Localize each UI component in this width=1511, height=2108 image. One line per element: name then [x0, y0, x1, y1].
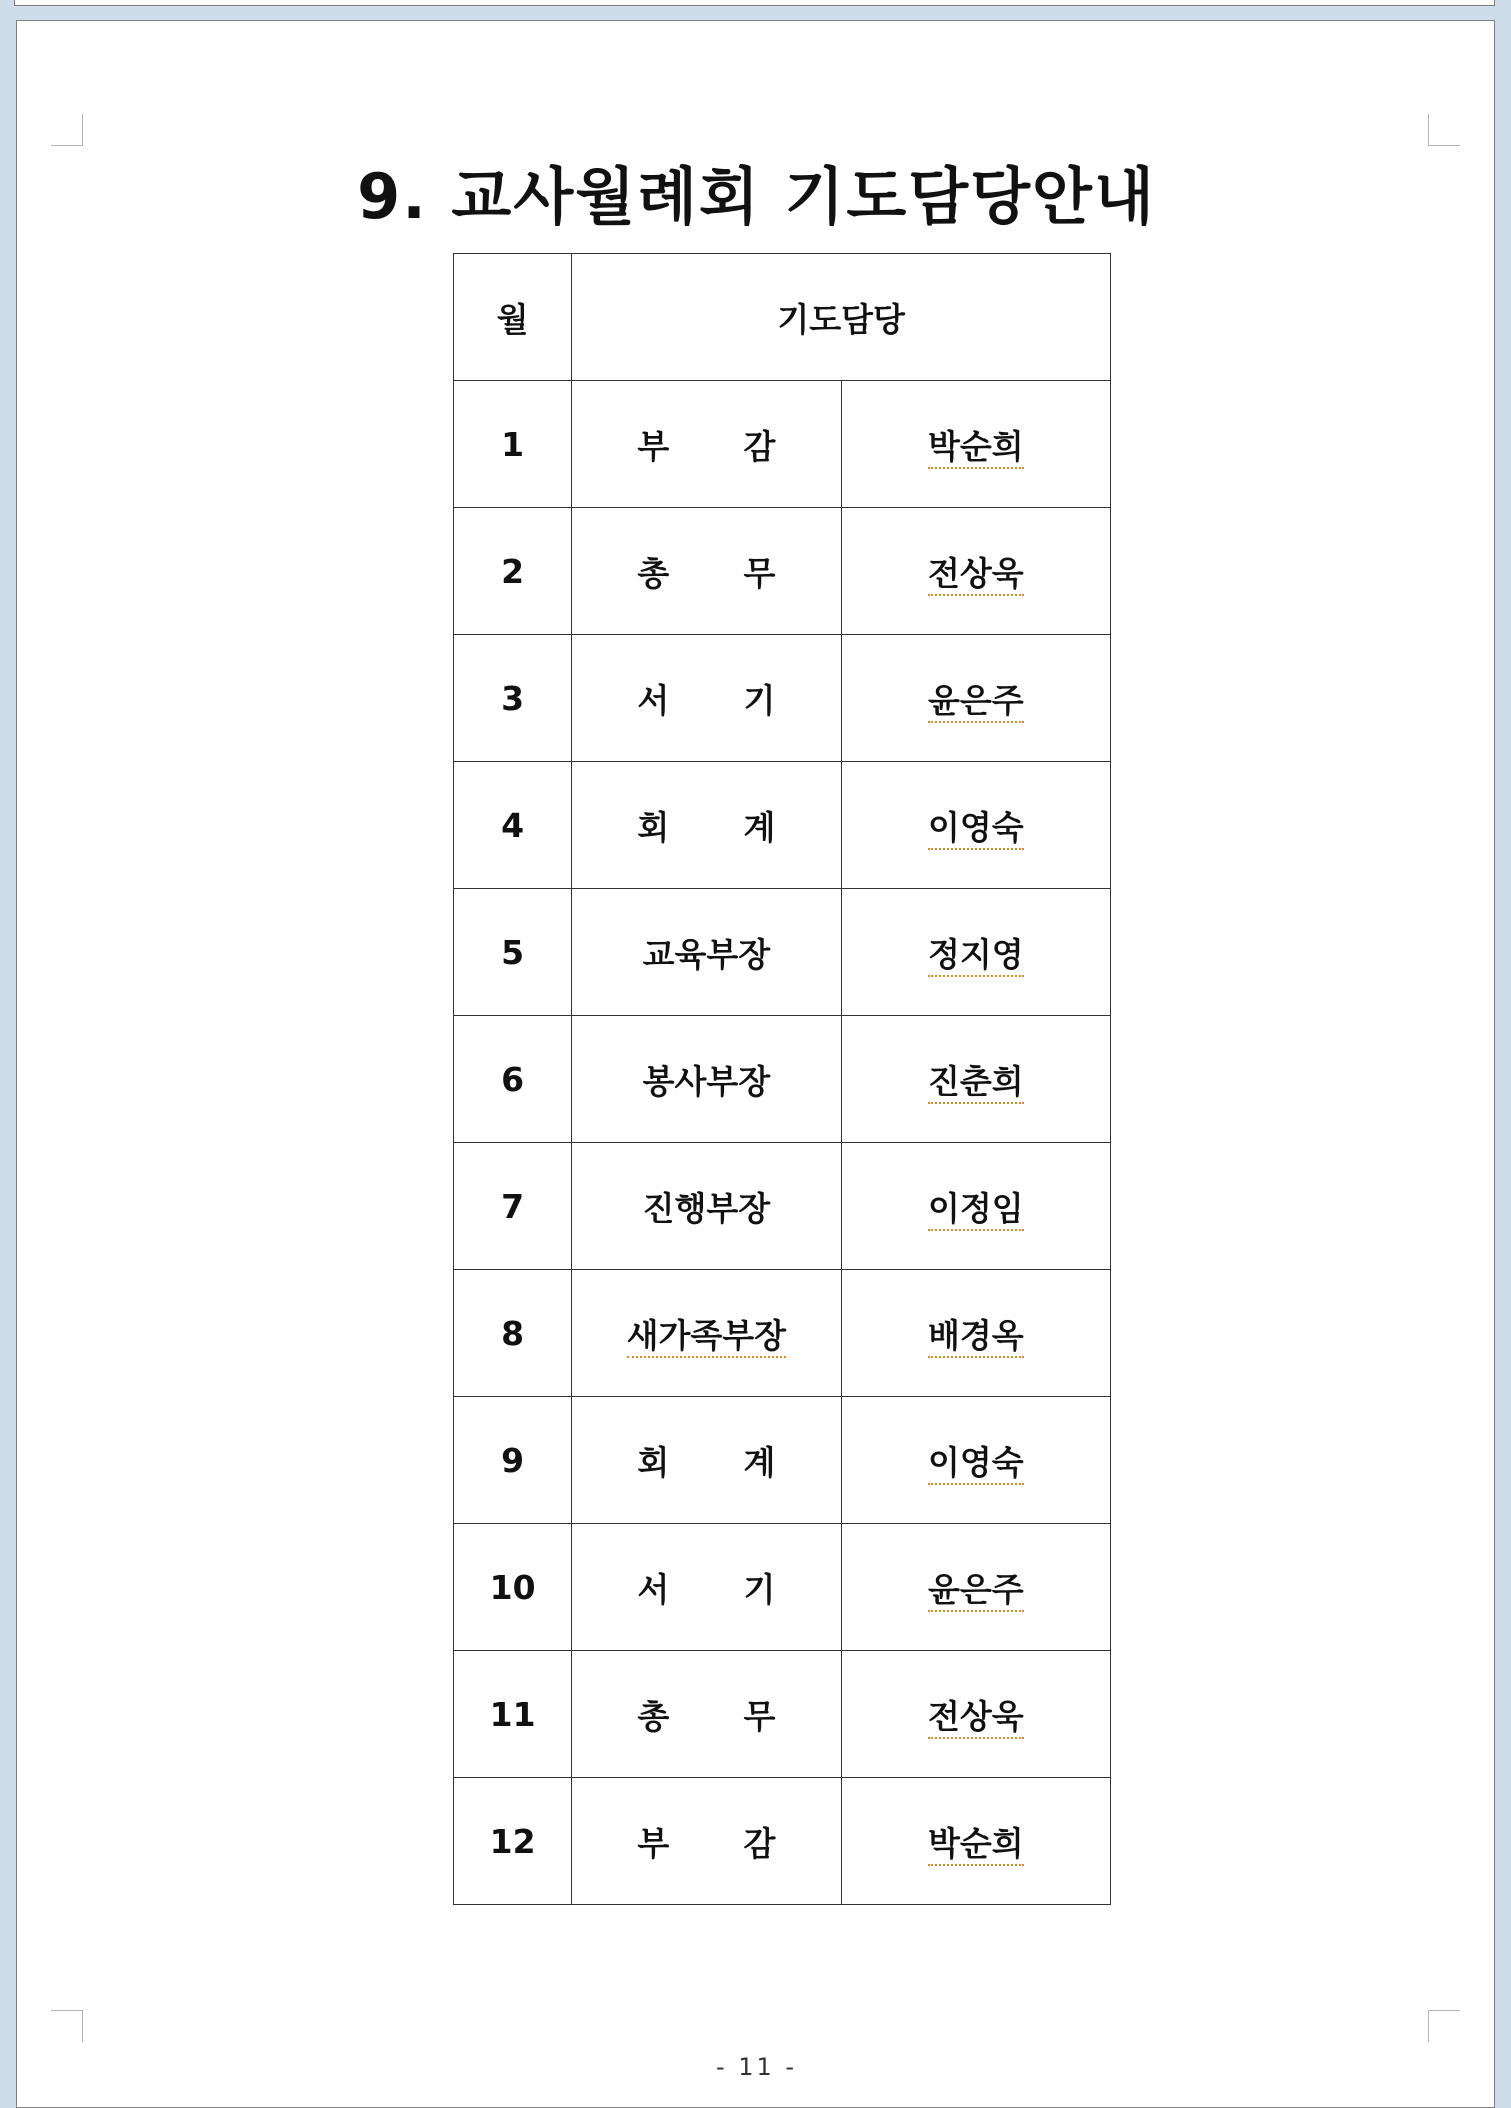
header-prayer[interactable]: 기도담당: [572, 254, 1111, 381]
prayer-schedule-table: [453, 253, 1111, 1905]
month-cell[interactable]: 11: [454, 1651, 572, 1778]
table-row: [454, 1778, 1111, 1905]
name-cell[interactable]: [841, 1524, 1110, 1651]
margin-corner-mark: [51, 114, 83, 146]
name-text: 이정임: [928, 1189, 1024, 1231]
margin-corner-mark: [1428, 2010, 1460, 2042]
role-cell[interactable]: [572, 762, 841, 889]
table-row: [454, 1143, 1111, 1270]
month-cell[interactable]: 9: [454, 1397, 572, 1524]
table-row: [454, 762, 1111, 889]
table-row: [454, 889, 1111, 1016]
header-month[interactable]: 월: [454, 254, 572, 381]
table-row: [454, 1397, 1111, 1524]
table-row: [454, 1270, 1111, 1397]
name-text: 진춘희: [928, 1062, 1024, 1104]
name-cell[interactable]: [841, 635, 1110, 762]
role-cell[interactable]: [572, 1651, 841, 1778]
name-cell[interactable]: [841, 1270, 1110, 1397]
name-cell[interactable]: [841, 889, 1110, 1016]
name-text: 윤은주: [928, 1570, 1024, 1612]
name-cell[interactable]: [841, 381, 1110, 508]
month-cell[interactable]: 5: [454, 889, 572, 1016]
document-page: [16, 20, 1495, 2108]
role-cell[interactable]: [572, 1397, 841, 1524]
month-cell[interactable]: 10: [454, 1524, 572, 1651]
role-text: 부 감: [637, 1823, 776, 1863]
month-cell[interactable]: 8: [454, 1270, 572, 1397]
role-text: 서 기: [637, 680, 776, 720]
name-cell[interactable]: [841, 1651, 1110, 1778]
month-cell[interactable]: 6: [454, 1016, 572, 1143]
role-cell[interactable]: [572, 1143, 841, 1270]
role-text: 회 계: [637, 1442, 776, 1482]
month-cell[interactable]: 1: [454, 381, 572, 508]
table-header-row: [454, 254, 1111, 381]
table-row: [454, 1016, 1111, 1143]
page-number: - 11 -: [715, 2053, 798, 2081]
name-text: 박순희: [928, 1824, 1024, 1866]
name-cell[interactable]: [841, 762, 1110, 889]
month-cell[interactable]: 3: [454, 635, 572, 762]
name-text: 전상욱: [928, 1697, 1024, 1739]
role-cell[interactable]: [572, 381, 841, 508]
role-text: 서 기: [637, 1569, 776, 1609]
name-cell[interactable]: [841, 1143, 1110, 1270]
table-row: [454, 508, 1111, 635]
name-text: 이영숙: [928, 1443, 1024, 1485]
margin-corner-mark: [51, 2010, 83, 2042]
role-text: 회 계: [637, 807, 776, 847]
month-cell[interactable]: 4: [454, 762, 572, 889]
table-row: [454, 635, 1111, 762]
name-cell[interactable]: [841, 1397, 1110, 1524]
name-text: 배경옥: [928, 1316, 1024, 1358]
role-text: 진행부장: [642, 1188, 771, 1228]
role-text: 총 무: [637, 553, 776, 593]
role-cell[interactable]: [572, 508, 841, 635]
name-cell[interactable]: [841, 1778, 1110, 1905]
name-cell[interactable]: [841, 1016, 1110, 1143]
month-cell[interactable]: 7: [454, 1143, 572, 1270]
previous-page-edge: [14, 0, 1495, 6]
page-title: 9. 교사월례회 기도담당안내: [357, 160, 1156, 233]
name-text: 정지영: [928, 935, 1024, 977]
role-cell[interactable]: [572, 1016, 841, 1143]
role-cell[interactable]: [572, 635, 841, 762]
table-row: [454, 381, 1111, 508]
margin-corner-mark: [1428, 114, 1460, 146]
name-cell[interactable]: [841, 508, 1110, 635]
name-text: 윤은주: [928, 681, 1024, 723]
role-text: 총 무: [637, 1696, 776, 1736]
role-cell[interactable]: [572, 889, 841, 1016]
name-text: 이영숙: [928, 808, 1024, 850]
role-cell[interactable]: [572, 1778, 841, 1905]
name-text: 박순희: [928, 427, 1024, 469]
month-cell[interactable]: 2: [454, 508, 572, 635]
month-cell[interactable]: 12: [454, 1778, 572, 1905]
role-cell[interactable]: [572, 1270, 841, 1397]
role-text: 교육부장: [642, 934, 771, 974]
name-text: 전상욱: [928, 554, 1024, 596]
role-text: 부 감: [637, 426, 776, 466]
role-cell[interactable]: [572, 1524, 841, 1651]
role-text: 새가족부장: [627, 1316, 786, 1358]
table-row: [454, 1651, 1111, 1778]
role-text: 봉사부장: [642, 1061, 771, 1101]
table-row: [454, 1524, 1111, 1651]
